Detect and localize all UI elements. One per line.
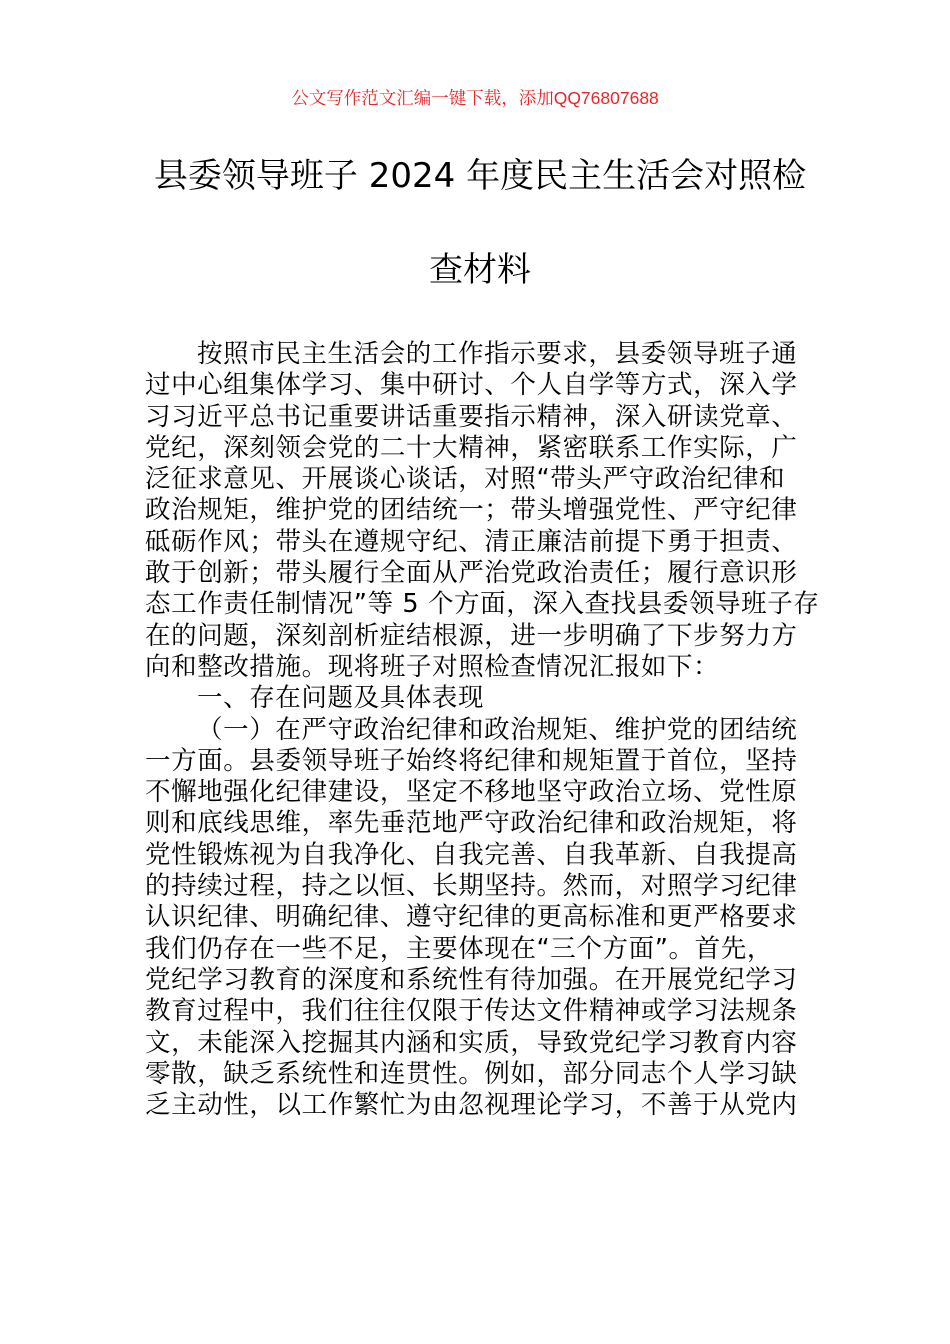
paragraph-line: 则和底线思维，率先垂范地严守政治纪律和政治规矩，将 — [145, 808, 798, 839]
section-heading: 一、存在问题及具体表现 — [197, 683, 485, 714]
download-promo-banner[interactable]: 公文写作范文汇编一键下载，添加QQ76807688 — [291, 88, 659, 108]
document-title-line-1: 县委领导班子 2024 年度民主生活会对照检 — [153, 156, 807, 196]
paragraph-line: 文，未能深入挖掘其内涵和实质，导致党纪学习教育内容 — [145, 1027, 798, 1058]
paragraph-line: 一方面。县委领导班子始终将纪律和规矩置于首位，坚持 — [145, 745, 798, 776]
paragraph-line: 教育过程中，我们往往仅限于传达文件精神或学习法规条 — [145, 996, 798, 1027]
document-title-line-2: 查材料 — [429, 250, 531, 290]
paragraph-line: 砥砺作风；带头在遵规守纪、清正廉洁前提下勇于担责、 — [145, 526, 798, 557]
paragraph-line: 党性锻炼视为自我净化、自我完善、自我革新、自我提高 — [145, 839, 798, 870]
paragraph-line: 乏主动性，以工作繁忙为由忽视理论学习，不善于从党内 — [145, 1090, 798, 1121]
paragraph-line: 在的问题，深刻剖析症结根源，进一步明确了下步努力方 — [145, 620, 798, 651]
paragraph-line: 泛征求意见、开展谈心谈话，对照“带头严守政治纪律和 — [145, 464, 786, 495]
subsection-heading-line: （一）在严守政治纪律和政治规矩、维护党的团结统 — [197, 714, 798, 745]
paragraph-line: 零散，缺乏系统性和连贯性。例如，部分同志个人学习缺 — [145, 1058, 798, 1089]
paragraph-line: 按照市民主生活会的工作指示要求，县委领导班子通 — [197, 339, 798, 369]
paragraph-line: 我们仍存在一些不足，主要体现在“三个方面”。首先， — [145, 933, 773, 964]
paragraph-line: 不懈地强化纪律建设，坚定不移地坚守政治立场、党性原 — [145, 777, 798, 808]
document-body — [145, 339, 820, 1121]
paragraph-line: 党纪，深刻领会党的二十大精神，紧密联系工作实际，广 — [145, 432, 798, 463]
paragraph-line: 认识纪律、明确纪律、遵守纪律的更高标准和更严格要求 — [145, 902, 798, 933]
paragraph-line: 态工作责任制情况”等 5 个方面，深入查找县委领导班子存 — [145, 589, 820, 620]
paragraph-line: 政治规矩，维护党的团结统一；带头增强党性、严守纪律 — [145, 495, 798, 526]
paragraph-line: 过中心组集体学习、集中研讨、个人自学等方式，深入学 — [145, 370, 798, 401]
paragraph-line: 向和整改措施。现将班子对照检查情况汇报如下： — [145, 651, 720, 682]
paragraph-line: 习习近平总书记重要讲话重要指示精神，深入研读党章、 — [145, 401, 798, 432]
paragraph-line: 党纪学习教育的深度和系统性有待加强。在开展党纪学习 — [145, 964, 798, 995]
paragraph-line: 敢于创新；带头履行全面从严治党政治责任；履行意识形 — [145, 558, 798, 589]
paragraph-line: 的持续过程，持之以恒、长期坚持。然而，对照学习纪律 — [145, 871, 798, 902]
